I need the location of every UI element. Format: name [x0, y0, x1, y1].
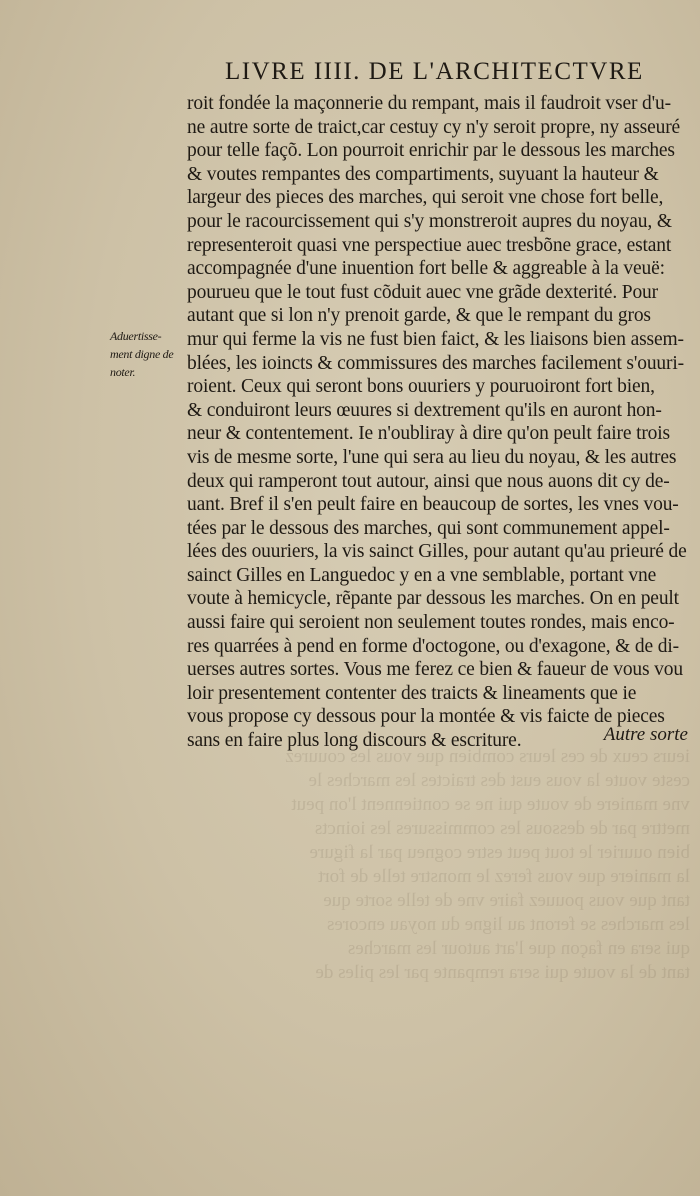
text-line: vous propose cy dessous pour la montée & vis faicte de pieces	[187, 706, 665, 728]
text-line: blées, les ioincts & commissures des marches facilement s'ouuri-	[187, 352, 684, 374]
text-line: sainct Gilles en Languedoc y en a vne semblable, portant vne	[187, 564, 657, 586]
margin-note-line: noter.	[110, 365, 136, 379]
text-line: pourueu que le tout fust cõduit auec vne grãde dexterité. Pour	[187, 281, 659, 303]
body-text	[187, 92, 687, 753]
text-line: uant. Bref il s'en peult faire en beaucoup de sortes, les vnes vou-	[187, 494, 679, 516]
text-line: vis de mesme sorte, l'une qui sera au lieu du noyau, & les autres	[187, 446, 677, 468]
catchword: Autre sorte	[603, 724, 688, 745]
text-line: representeroit quasi vne perspectiue auec tresbõne grace, estant	[187, 234, 672, 256]
text-line: loir presentement contenter des traicts & lineaments que ie	[187, 682, 637, 704]
text-line: aussi faire qui seroient non seulement toutes rondes, mais enco-	[187, 612, 675, 634]
text-line: res quarrées à pend en forme d'octogone, ou d'exagone, & de di-	[187, 635, 679, 657]
text-line: pour telle façõ. Lon pourroit enrichir par le dessous les marches	[187, 140, 675, 162]
running-head: LIVRE IIII. DE L'ARCHITECTVRE	[225, 58, 644, 85]
show-through-text: ieurs ceux de ces leurs combien que vous les couurez ceste voute la vous eust des traictes les marches le vne maniere de voute qui ne se contiennent l'on peut mettre par de dessous les commissures les ioincts bien ouurier le tout peut estre cogneu par la figure la maniere que vous ferez le monstre telle de fort tant que vous pouuez faire vne de telle sorte que les marches se feront au ligne du noyau encores qui sera en façon que l'art autour les marches tant de la voute qui sera rempante par les piles de	[285, 746, 690, 983]
margin-note-line: Aduertisse-	[110, 329, 162, 343]
margin-note-line: ment digne de	[110, 347, 174, 361]
text-line: largeur des pieces des marches, qui seroit vne chose fort belle,	[187, 187, 664, 209]
text-line: pour le racourcissement qui s'y monstreroit aupres du noyau, &	[187, 210, 672, 232]
text-line: & voutes rempantes des compartiments, suyuant la hauteur &	[187, 163, 659, 185]
margin-note	[110, 327, 186, 381]
text-line: sans en faire plus long discours & escriture.	[187, 730, 522, 752]
text-line: & conduiront leurs œuures si dextrement qu'ils en auront hon-	[187, 399, 662, 421]
text-line: uerses autres sortes. Vous me ferez ce bien & faueur de vous vou	[187, 659, 683, 681]
text-line: neur & contentement. Ie n'oubliray à dire qu'on peult faire trois	[187, 423, 670, 445]
text-line: deux qui ramperont tout autour, ainsi que nous auons dit cy de-	[187, 470, 670, 492]
text-line: lées des ouuriers, la vis sainct Gilles, pour autant qu'au prieuré de	[187, 541, 687, 563]
text-line: ne autre sorte de traict,car cestuy cy n'y seroit propre, ny asseuré	[187, 116, 681, 138]
text-line: autant que si lon n'y prenoit garde, & que le rempant du gros	[187, 305, 651, 327]
text-line: roient. Ceux qui seront bons ouuriers y pouruoiront fort bien,	[187, 376, 655, 398]
text-line: mur qui ferme la vis ne fust bien faict, & les liaisons bien assem-	[187, 328, 684, 350]
text-line: voute à hemicycle, rẽpante par dessous les marches. On en peult	[187, 588, 679, 610]
text-line: accompagnée d'une inuention fort belle & aggreable à la veuë:	[187, 258, 665, 280]
text-line: tées par le dessous des marches, qui sont communement appel-	[187, 517, 670, 539]
text-line: roit fondée la maçonnerie du rempant, mais il faudroit vser d'u-	[187, 93, 671, 114]
